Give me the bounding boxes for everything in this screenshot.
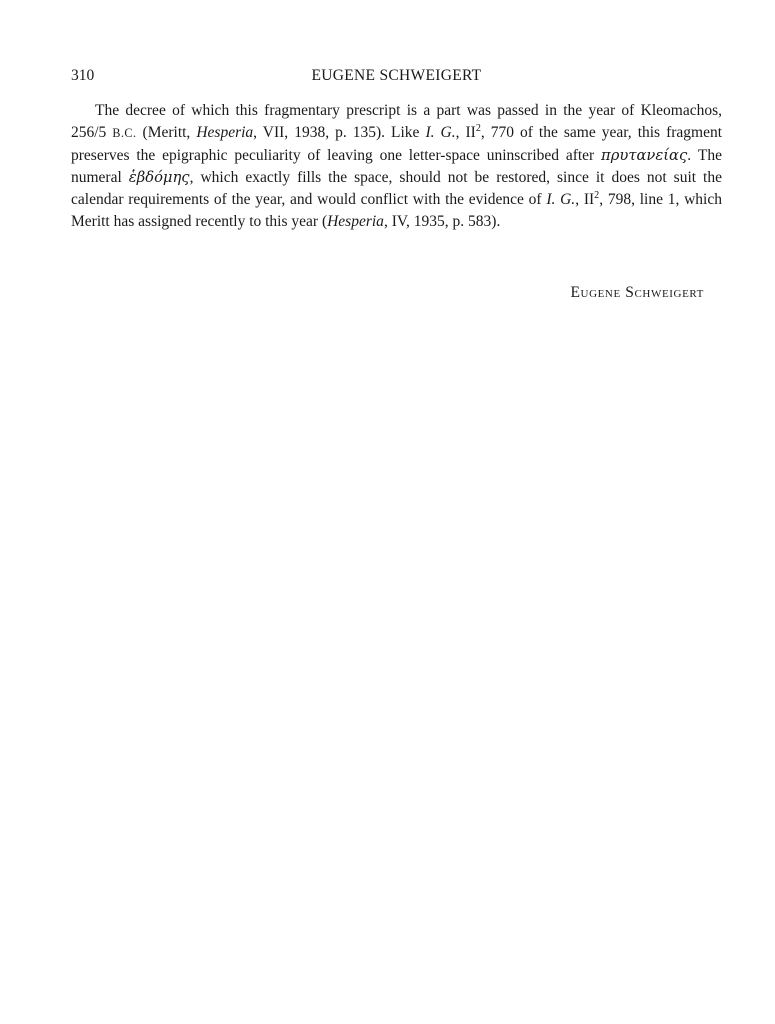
era-abbreviation: B.C.	[112, 126, 137, 141]
author-signature: Eugene Schweigert	[570, 284, 704, 301]
journal-title: Hesperia	[327, 213, 384, 231]
greek-word: πρυτανείας	[601, 146, 688, 164]
text-segment: The decree of which this fragmentary prescript is a part was passed in the year of Kleomachos, 256/5	[71, 102, 722, 142]
superscript: 2	[594, 190, 600, 202]
corpus-citation: I. G.	[425, 124, 456, 142]
superscript: 2	[475, 123, 481, 135]
text-segment: , IV, 1935, p. 583).	[383, 213, 501, 231]
text-segment: . The numeral	[71, 146, 723, 186]
text-segment: , 770 of the same year, this fragment preserves the epigraphic peculiarity of leaving one letter-space uninscribed after	[71, 124, 723, 164]
body-paragraph	[71, 100, 722, 234]
running-title: EUGENE SCHWEIGERT	[311, 67, 482, 84]
text-segment: , VII, 1938, p. 135). Like	[253, 124, 420, 142]
page-number: 310	[71, 67, 95, 84]
text-segment: , which exactly fills the space, should not be restored, since it does not suit the calendar requirements of the year, and would conflict with the evidence of	[71, 168, 722, 209]
journal-title: Hesperia	[196, 124, 254, 142]
corpus-citation: I. G.	[546, 191, 576, 209]
text-segment: , II	[575, 191, 595, 209]
running-head	[71, 66, 722, 86]
text-segment: , II	[455, 124, 476, 142]
greek-word: ἑβδόμης	[128, 168, 190, 186]
text-segment: (Meritt,	[142, 124, 191, 142]
text-segment: , 798, line 1, which Meritt has assigned recently to this year (	[71, 191, 722, 231]
